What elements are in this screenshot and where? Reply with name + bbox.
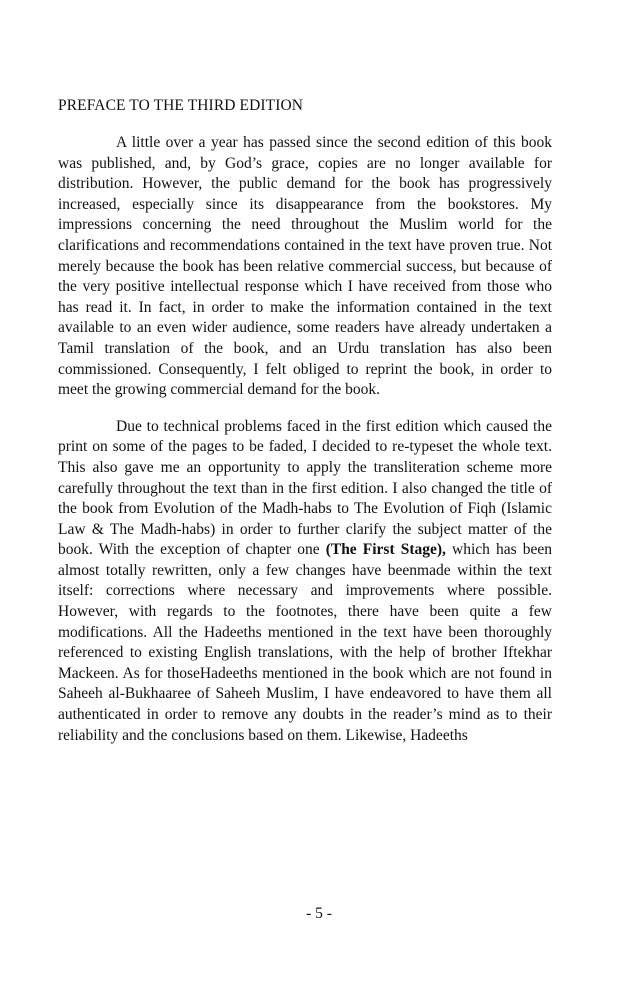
paragraph-2-text-b: which has been almost totally rewritten, only a few changes have beenmade within the text itself: corrections where necessary and improvements where possible. However, with regards to the footnotes, there have been quite a few modifications. All the Hadeeths mentioned in the text have been thoroughly referenced to existing English translations, with the help of brother Iftekhar Mackeen. As for thoseHadeeths mentioned in the book which are not found in Saheeh al-Bukhaaree of Saheeh Muslim, I have endeavored to have them all authenticated in order to remove any doubts in the reader’s mind as to their reliability and the conclusions based on them. Likewise, Hadeeths bbox=[58, 541, 552, 744]
paragraph-2-text-a: Due to technical problems faced in the first edition which caused the print on some of the pages to be faded, I decided to re-typeset the whole text. This also gave me an opportunity to apply the transliteration scheme more carefully throughout the text than in the first edition. I also changed the title of the book from Evolution of the Madh-habs to The Evolution of Fiqh (Islamic Law & The Madh-habs) in order to further clarify the subject matter of the book. With the exception of chapter one bbox=[58, 417, 552, 559]
page-number: - 5 - bbox=[306, 905, 332, 922]
page-body bbox=[58, 96, 552, 746]
paragraph-1: A little over a year has passed since the second edition of this book was published, and, by God’s grace, copies are no longer available for distribution. However, the public demand for the book has progressively increased, especially since its disappearance from the bookstores. My impressions concerning the need throughout the Muslim world for the clarifications and recommendations contained in the text have proven true. Not merely because the book has been relative commercial success, but because of the very positive intellectual response which I have received from those who has read it. In fact, in order to make the information contained in the text available to an even wider audience, some readers have already undertaken a Tamil translation of the book, and an Urdu translation has also been commissioned. Consequently, I felt obliged to reprint the book, in order to meet the growing commercial demand for the book. bbox=[58, 134, 552, 399]
paragraph-2-bold-text: (The First Stage), bbox=[325, 541, 446, 559]
section-heading: PREFACE TO THE THIRD EDITION bbox=[58, 97, 304, 114]
paragraph-2 bbox=[58, 417, 552, 747]
